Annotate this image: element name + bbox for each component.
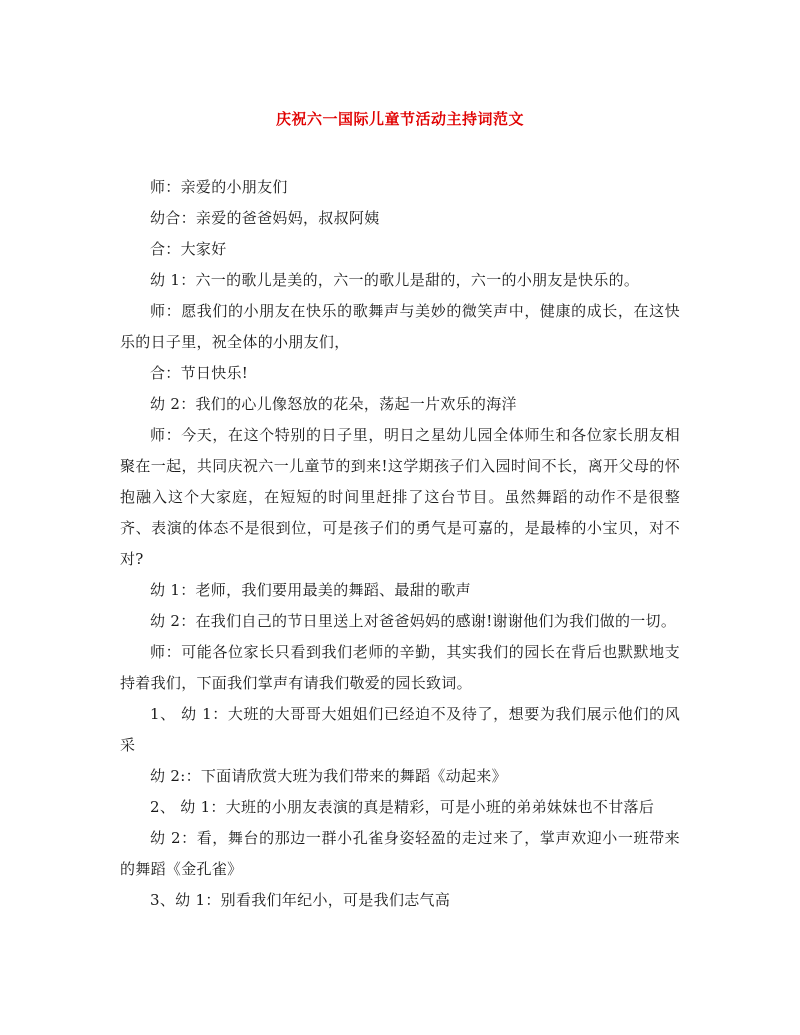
- paragraph: 幼 1：老师，我们要用最美的舞蹈、最甜的歌声: [150, 581, 471, 599]
- paragraph: 幼 1：六一的歌儿是美的，六一的歌儿是甜的，六一的小朋友是快乐的。: [150, 271, 640, 289]
- paragraph: 幼 2：在我们自己的节日里送上对爸爸妈妈的感谢!谢谢他们为我们做的一切。: [150, 612, 677, 630]
- paragraph: 师：可能各位家长只看到我们老师的辛勤，其实我们的园长在背后也默默地支持着我们，下面我们掌声有请我们敬爱的园长致词。: [120, 643, 680, 692]
- paragraph: 1、 幼 1：大班的大哥哥大姐姐们已经迫不及待了，想要为我们展示他们的风采: [120, 705, 680, 754]
- paragraph: 2、 幼 1：大班的小朋友表演的真是精彩，可是小班的弟弟妹妹也不甘落后: [150, 798, 655, 816]
- paragraph: 合：大家好: [150, 240, 227, 258]
- paragraph: 合：节日快乐!: [150, 364, 249, 382]
- paragraph: 师：愿我们的小朋友在快乐的歌舞声与美妙的微笑声中，健康的成长，在这快乐的日子里，祝全体的小朋友们，: [120, 302, 680, 351]
- paragraph: 幼合：亲爱的爸爸妈妈，叔叔阿姨: [150, 209, 380, 227]
- paragraph: 幼 2：看，舞台的那边一群小孔雀身姿轻盈的走过来了，掌声欢迎小一班带来的舞蹈《金孔雀》: [120, 829, 680, 878]
- document-title: 庆祝六一国际儿童节活动主持词范文: [275, 110, 524, 128]
- paragraph: 幼 2：我们的心儿像怒放的花朵，荡起一片欢乐的海洋: [150, 395, 517, 413]
- paragraph: 3、幼 1：别看我们年纪小，可是我们志气高: [150, 891, 451, 909]
- paragraph: 师：亲爱的小朋友们: [150, 178, 288, 196]
- paragraph: 幼 2:：下面请欣赏大班为我们带来的舞蹈《动起来》: [150, 767, 507, 785]
- document-body: [120, 172, 680, 916]
- paragraph: 师：今天，在这个特别的日子里，明日之星幼儿园全体师生和各位家长朋友相聚在一起，共同庆祝六一儿童节的到来!这学期孩子们入园时间不长，离开父母的怀抱融入这个大家庭，在短短的时间里赶排了这台节目。虽然舞蹈的动作不是很整齐、表演的体态不是很到位，可是孩子们的勇气是可嘉的，是最棒的小宝贝，对不对?: [120, 426, 680, 568]
